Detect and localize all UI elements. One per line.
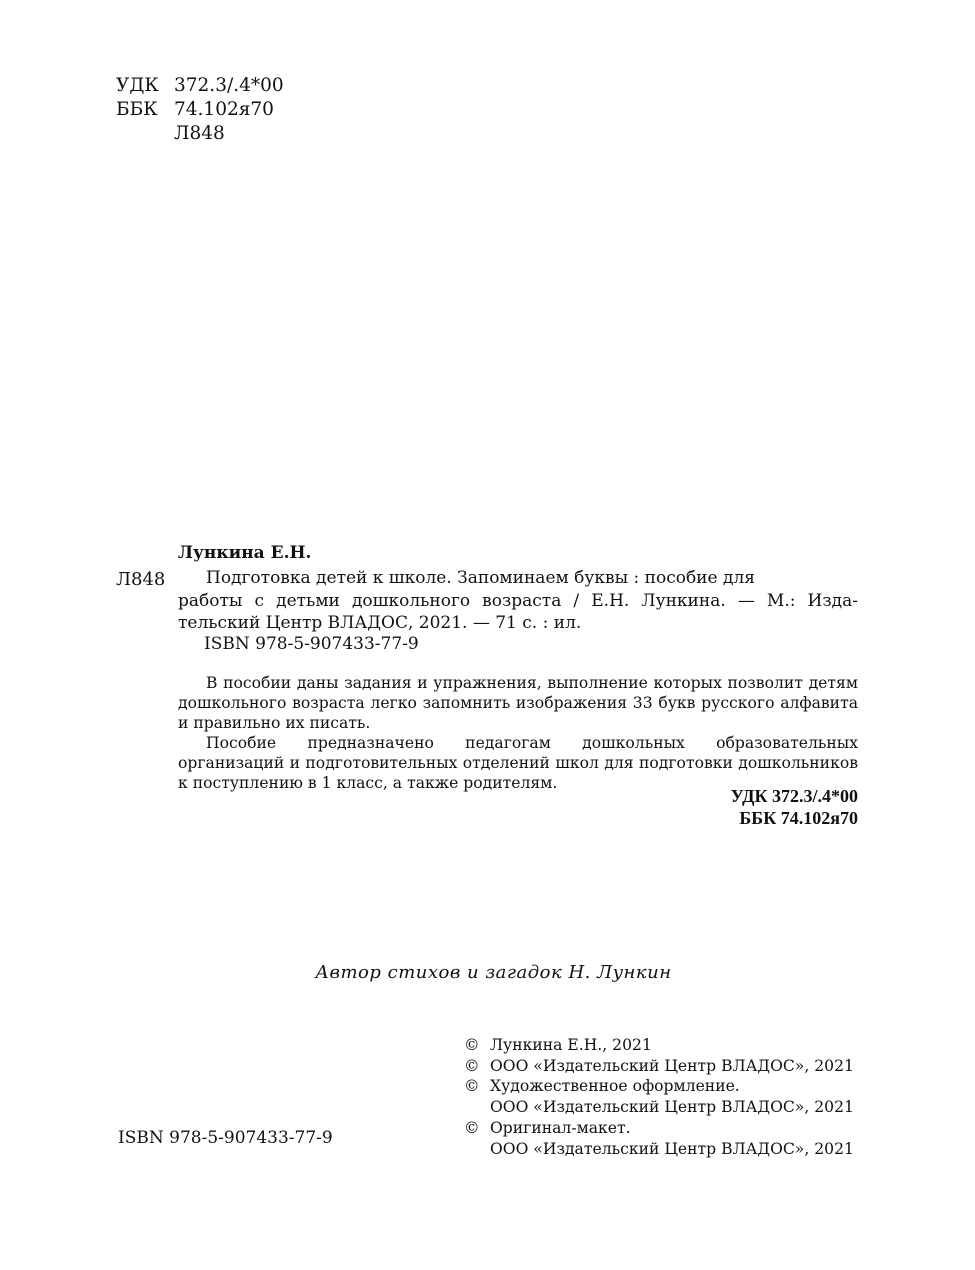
isbn-bottom: ISBN 978-5-907433-77-9	[118, 1128, 333, 1148]
copyright-line	[464, 1097, 854, 1118]
udk-label: УДК	[116, 75, 159, 96]
bibliographic-description	[178, 567, 858, 635]
bbk-label: ББК	[116, 99, 158, 120]
cutter-row	[116, 122, 284, 146]
udk-value: 372.3/.4*00	[174, 75, 284, 96]
udk-bottom: УДК 372.3/.4*00	[730, 786, 858, 806]
copyright-text: ООО «Издательский Центр ВЛАДОС», 2021	[490, 1098, 854, 1117]
copyright-text: Оригинал-макет.	[490, 1118, 631, 1137]
entry-cutter: Л848	[116, 569, 166, 590]
entry-isbn: ISBN 978-5-907433-77-9	[204, 634, 419, 654]
udk-row	[116, 74, 284, 98]
biblio-line-2: работы с детьми дошкольного возраста / Е.Н. Лункина. — М.: Изда-	[178, 590, 858, 611]
bbk-value: 74.102я70	[174, 99, 274, 120]
annotation-paragraph-1: В пособии даны задания и упражнения, выполнение которых позволит детям дошкольного возраста легко запомнить изображения 33 букв русского алфавита и правильно их писать.	[178, 674, 858, 732]
copyright-line	[464, 1118, 854, 1139]
copyright-symbol: ©	[464, 1077, 480, 1096]
copyright-text: Лункина Е.Н., 2021	[490, 1036, 652, 1054]
classification-codes-bottom	[731, 785, 858, 829]
cutter-code: Л848	[174, 123, 225, 144]
copyright-text: ООО «Издательский Центр ВЛАДОС», 2021	[490, 1139, 854, 1158]
copyright-symbol: ©	[464, 1036, 480, 1054]
copyright-symbol: ©	[464, 1056, 480, 1075]
bbk-row	[116, 98, 284, 122]
copyright-text: Художественное оформление.	[490, 1077, 740, 1096]
biblio-line-3: тельский Центр ВЛАДОС, 2021. — 71 с. : ил.	[178, 613, 582, 633]
annotation-paragraph-2: Пособие предназначено педагогам дошкольных образовательных организаций и подготовительных отделений школ для подготовки дошкольников к поступлению в 1 класс, а также родителям.	[178, 734, 858, 792]
bbk-bottom: ББК 74.102я70	[739, 808, 858, 828]
copyright-line	[464, 1076, 854, 1097]
copyright-line	[464, 1035, 854, 1056]
classification-codes	[116, 74, 284, 146]
poet-credit: Автор стихов и загадок Н. Лункин	[315, 962, 672, 983]
copyright-line	[464, 1139, 854, 1160]
copyright-symbol: ©	[464, 1118, 480, 1137]
copyright-text: ООО «Издательский Центр ВЛАДОС», 2021	[490, 1056, 854, 1075]
biblio-line-1: Подготовка детей к школе. Запоминаем буквы : пособие для	[206, 568, 755, 588]
annotation	[178, 673, 858, 793]
copyright-line	[464, 1056, 854, 1077]
author-heading: Лункина Е.Н.	[178, 543, 312, 563]
copyright-block	[464, 1035, 854, 1159]
